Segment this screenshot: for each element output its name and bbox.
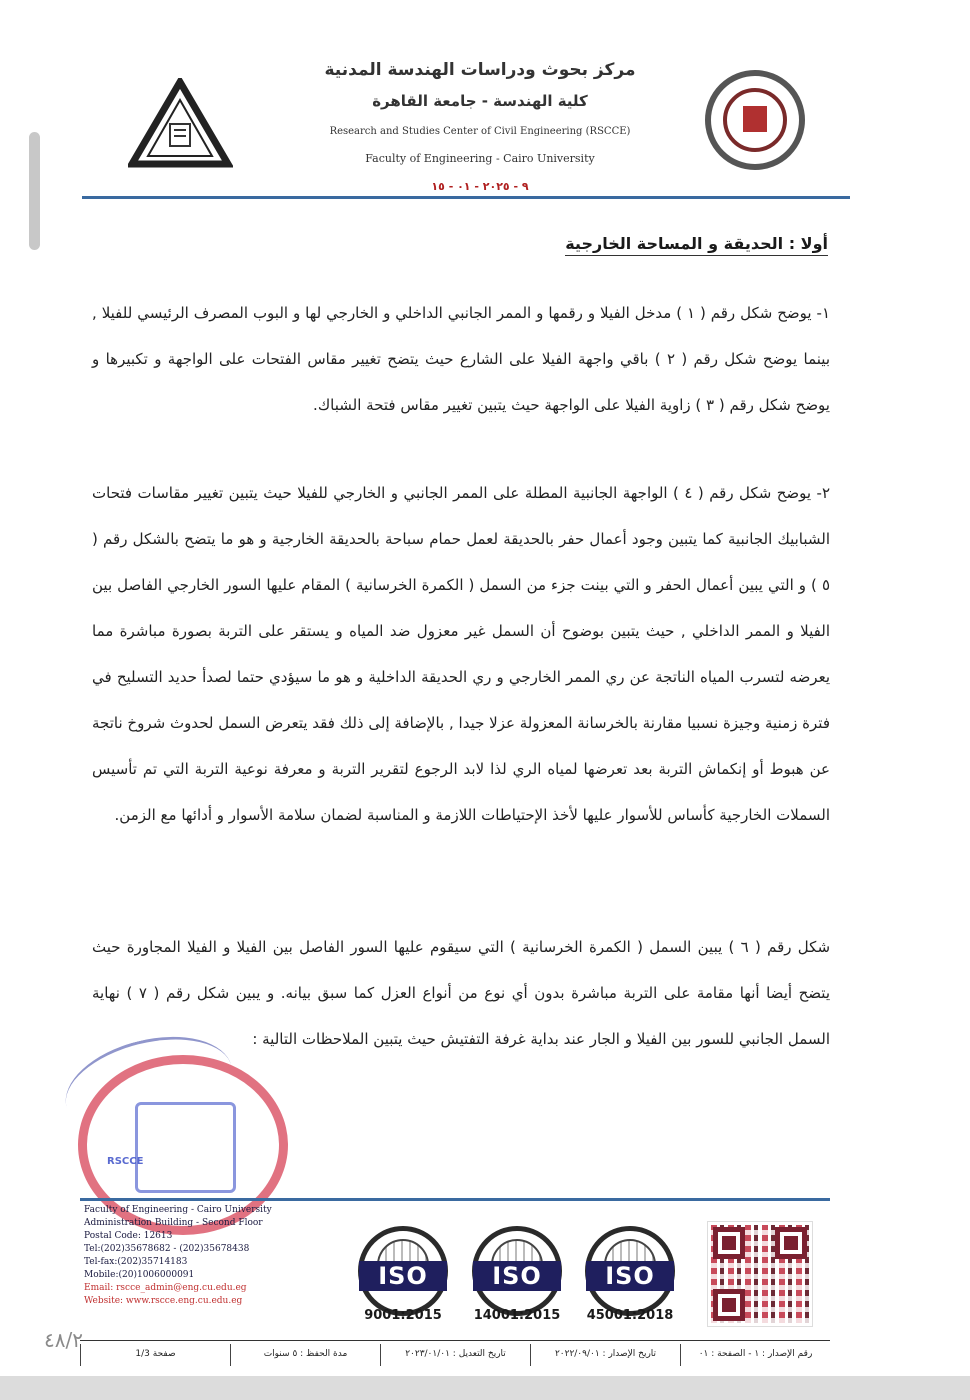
iso-14001-label: 14001:2015: [473, 1308, 561, 1323]
iso-45001-badge: ISO: [585, 1226, 675, 1316]
stamp-text: RSCCE: [107, 1156, 144, 1167]
cairo-university-logo: [705, 70, 805, 170]
contact-website[interactable]: Website: www.rscce.eng.cu.edu.eg: [84, 1296, 243, 1306]
viewer-bottom-bar: [0, 1376, 970, 1400]
paragraph-2: ٢- يوضح شكل رقم ( ٤ ) الواجهة الجانبية المطلة على الممر الجانبي و الخارجي للفيلا حيث يتبين تغيير مقاسات فتحات الشبابيك الجانبية كما يتبين وجود أعمال حفر بالحديقة لعمل حمام سباحة بالحديقة الخارجية و هو ما يتضح بالشكل رقم ( ٥ ) و التي يبين أعمال الحفر و التي بينت جزء من السمل ( الكمرة الخرسانية ) المقام عليها السور الخارجي الفاصل بين الفيلا و الممر الداخلي , حيث يتبين بوضوح أن السمل غير معزول ضد المياه و يستقر على التربة بصورة مباشرة مما يعرضه لتسرب المياه الناتجة عن ري الممر الخارجي و ري الحديقة الداخلية و هو ما سيؤدي حتما لصدأ حديد التسليح في فترة زمنية وجيزة نسبيا مقارنة بالخرسانة المعزولة عزلا جيدا , بالإضافة إلى ذلك فقد يتعرض السمل لحدوث شروخ ناتجة عن هبوط أو إنكماش التربة بعد تعرضها لمياه الري لذا لابد الرجوع لتقرير التربة و معرفة نوعية التربة التي تم تأسيس السملات الخارجية كأساس للأسوار عليها لأخذ الإحتياطات اللازمة و المناسبة لضمان سلامة الأسوار و أدائها مع الزمن.: [92, 484, 831, 824]
ref-cell: تاريخ الإصدار : ٢٠٢٢/٠٩/٠١: [530, 1344, 680, 1366]
contact-block: [84, 1204, 364, 1308]
rscce-logo: [128, 78, 233, 170]
iso-45001-label: 45001:2018: [586, 1308, 674, 1323]
iso-9001-label: 9001:2015: [364, 1308, 442, 1323]
reference-code: ٩ - ٢٠٢٥ - ٠١ - ١٥: [431, 180, 529, 193]
paragraph-1: ١- يوضح شكل رقم ( ١ ) مدخل الفيلا و رقمها و الممر الجانبي الداخلي و الخارجي لها و البوب المصرف الرئيسي للفيلا , بينما يوضح شكل رقم ( ٢ ) باقي واجهة الفيلا على الشارع حيث يتضح تغيير مقاس الفتحات على الواجهة و تكبيرها و يوضح شكل رقم ( ٣ ) زاوية الفيلا على الواجهة حيث يتبين تغيير مقاس فتحة الشباك.: [92, 304, 831, 414]
org-name-english: Research and Studies Center of Civil Engineering (RSCCE): [329, 126, 631, 137]
contact-line: Postal Code: 12613: [84, 1231, 173, 1241]
contact-email[interactable]: Email: rscce_admin@eng.cu.edu.eg: [84, 1283, 247, 1293]
contact-line: Administration Building - Second Floor: [84, 1218, 263, 1228]
contact-line: Tel:(202)35678682 - (202)35678438: [84, 1244, 250, 1254]
footer-divider: [80, 1198, 830, 1201]
scrollbar-thumb[interactable]: [29, 132, 40, 250]
paragraph-3: شكل رقم ( ٦ ) يبين السمل ( الكمرة الخرسانية ) التي سيقوم عليها السور الفاصل بين الفيلا و الفيلا المجاورة حيث يتضح أيضا أنها مقامة على التربة مباشرة بدون أي نوع من أنواع العزل كما سبق بيانه. و يبين شكل رقم ( ٧ ) نهاية السمل الجانبي للسور بين الفيلا و الجار عند بداية غرفة التفتيش حيث يتبين الملاحظات التالية :: [92, 938, 831, 1048]
document-ref-row: [80, 1344, 830, 1366]
footer-bottom-rule: [80, 1340, 830, 1341]
ref-cell: صفحة 1/3: [80, 1344, 230, 1366]
faculty-name-english: Faculty of Engineering - Cairo University: [365, 152, 595, 165]
section-heading: أولا : الحديقة و المساحة الخارجية: [565, 234, 828, 256]
qr-code[interactable]: [708, 1222, 812, 1326]
header-divider: [82, 196, 850, 199]
iso-14001-badge: ISO: [472, 1226, 562, 1316]
faculty-name-arabic: كلية الهندسة - جامعة القاهرة: [372, 92, 588, 110]
contact-line: Tel-fax:(202)35714183: [84, 1257, 188, 1267]
org-name-arabic: مركز بحوث ودراسات الهندسة المدنية: [324, 60, 636, 80]
ref-cell: تاريخ التعديل : ٢٠٢٣/٠١/٠١: [380, 1344, 530, 1366]
contact-line: Mobile:(20)1006000091: [84, 1270, 195, 1280]
iso-9001-badge: ISO: [358, 1226, 448, 1316]
page-number: ٤٨/٢: [44, 1328, 83, 1352]
contact-line: Faculty of Engineering - Cairo University: [84, 1205, 272, 1215]
ref-cell: رقم الإصدار : ١ - الصفحة : ٠١: [680, 1344, 830, 1366]
ref-cell: مدة الحفظ : ٥ سنوات: [230, 1344, 380, 1366]
